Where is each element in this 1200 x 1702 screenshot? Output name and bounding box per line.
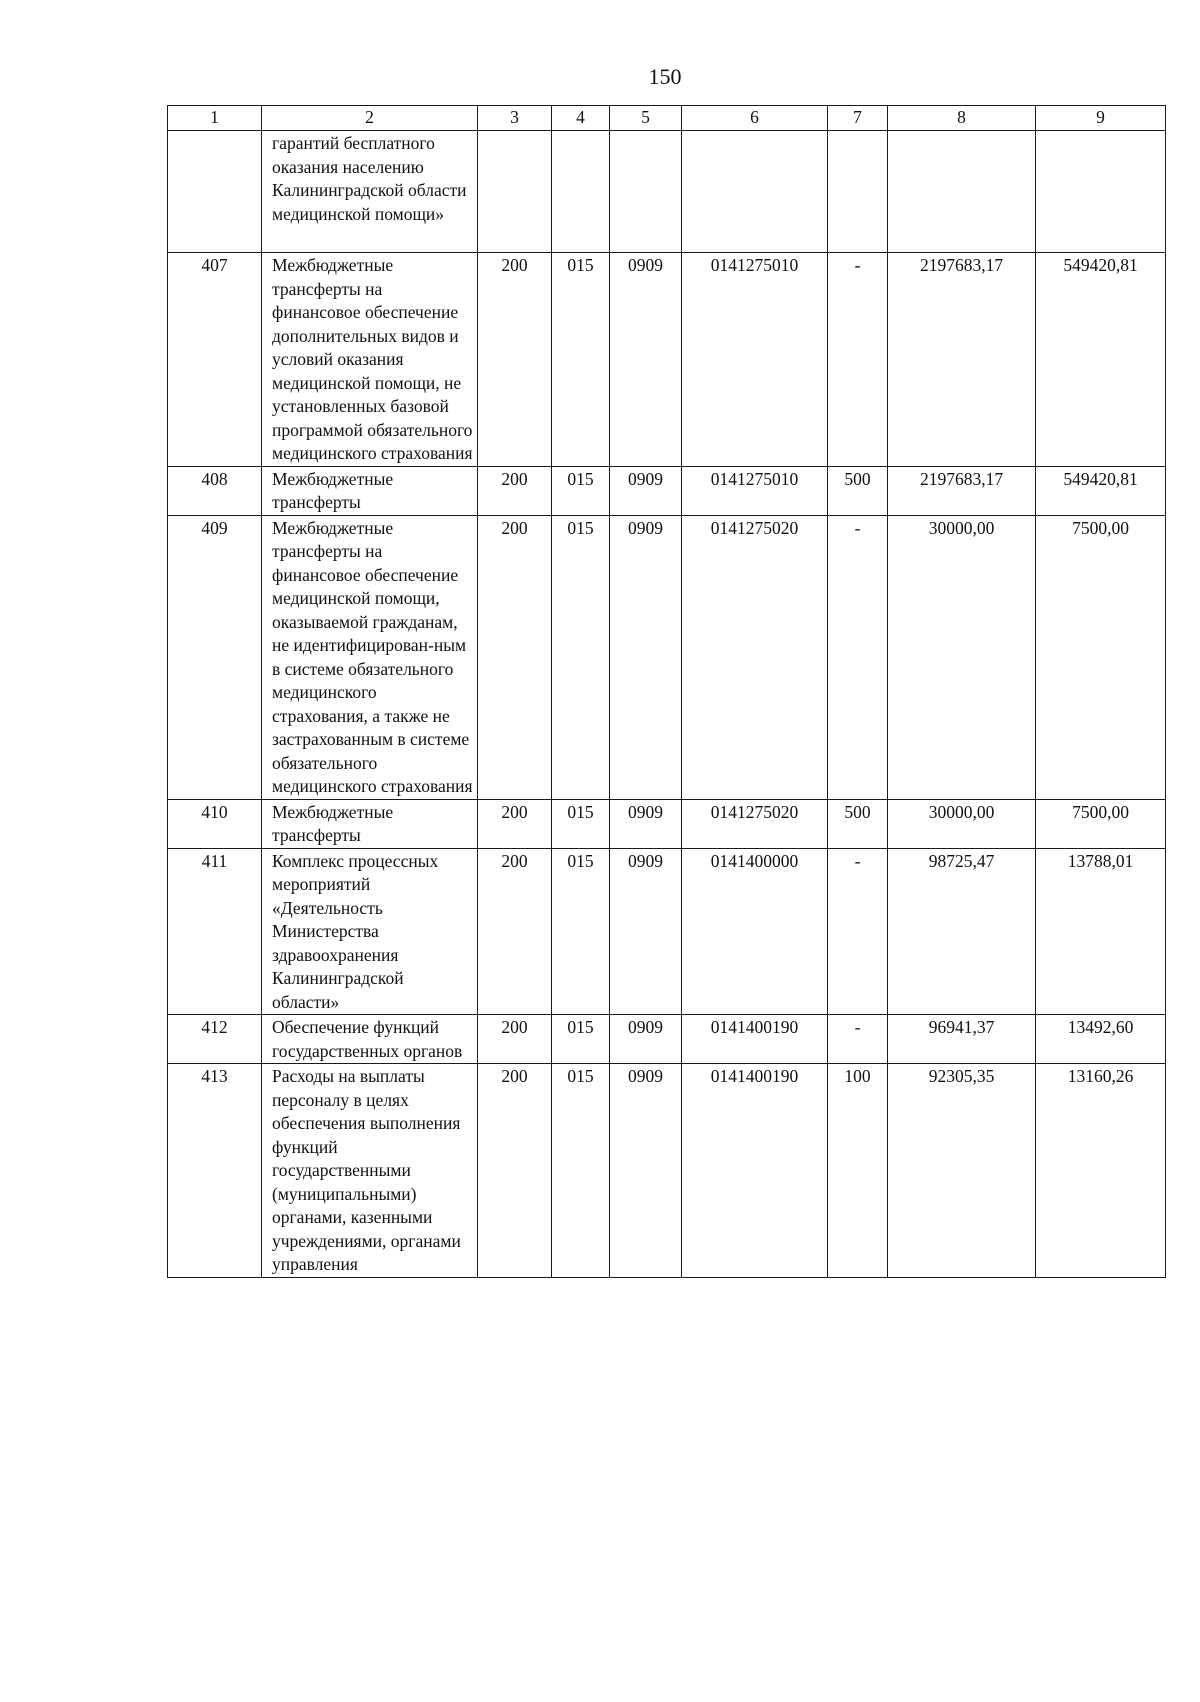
- row-name: Расходы на выплаты персоналу в целях обеспечения выполнения функций государственными (муниципальными) органами, казенными учреждениями, органами управления: [262, 1064, 478, 1278]
- cell-col8: 96941,37: [888, 1015, 1036, 1064]
- cell-col6: 0141275010: [682, 253, 828, 467]
- cell-col7: -: [828, 515, 888, 799]
- cell-col9: 7500,00: [1036, 515, 1166, 799]
- cell-col6: 0141400190: [682, 1064, 828, 1278]
- cell-col3: 200: [478, 1015, 552, 1064]
- cell-col4: 015: [552, 1015, 610, 1064]
- cell-col9: 13160,26: [1036, 1064, 1166, 1278]
- row-name: Межбюджетные трансферты: [262, 466, 478, 515]
- cell-col7: 500: [828, 799, 888, 848]
- cell-col4: 015: [552, 466, 610, 515]
- cell-col6: 0141400190: [682, 1015, 828, 1064]
- cell-col8: 92305,35: [888, 1064, 1036, 1278]
- column-header: 4: [552, 106, 610, 131]
- cell-col8: 2197683,17: [888, 466, 1036, 515]
- column-header: 3: [478, 106, 552, 131]
- row-number: 408: [168, 466, 262, 515]
- table-row-continuation: [168, 131, 1166, 253]
- row-name: Межбюджетные трансферты: [262, 799, 478, 848]
- cell-col5: 0909: [610, 466, 682, 515]
- cell-col6: 0141400000: [682, 848, 828, 1015]
- cell-col4: 015: [552, 253, 610, 467]
- column-header: 2: [262, 106, 478, 131]
- row-name: Комплекс процессных мероприятий «Деятельность Министерства здравоохранения Калининградской области»: [262, 848, 478, 1015]
- cell-col5: 0909: [610, 1064, 682, 1278]
- row-number: 407: [168, 253, 262, 467]
- row-number: 409: [168, 515, 262, 799]
- cell-col9: 13788,01: [1036, 848, 1166, 1015]
- cell-col3: 200: [478, 466, 552, 515]
- cell-col5: 0909: [610, 848, 682, 1015]
- cell-col4: 015: [552, 515, 610, 799]
- cell-col7: -: [828, 848, 888, 1015]
- cell-col9: 549420,81: [1036, 466, 1166, 515]
- cell-col8: 2197683,17: [888, 253, 1036, 467]
- page-number: 150: [648, 64, 682, 89]
- cell-col6: 0141275010: [682, 466, 828, 515]
- cell-col7: -: [828, 1015, 888, 1064]
- column-header: 7: [828, 106, 888, 131]
- cell-col7: 500: [828, 466, 888, 515]
- row-number: [168, 131, 262, 253]
- cell-col3: 200: [478, 848, 552, 1015]
- table-row: [168, 799, 1166, 848]
- cell-col7: 100: [828, 1064, 888, 1278]
- cell-col6: 0141275020: [682, 799, 828, 848]
- table-row: [168, 253, 1166, 467]
- cell-col8: 30000,00: [888, 515, 1036, 799]
- table-row: [168, 515, 1166, 799]
- column-header: 6: [682, 106, 828, 131]
- cell-col4: 015: [552, 799, 610, 848]
- cell-col9: 13492,60: [1036, 1015, 1166, 1064]
- table-row: [168, 848, 1166, 1015]
- row-number: 412: [168, 1015, 262, 1064]
- row-name: Межбюджетные трансферты на финансовое обеспечение медицинской помощи, оказываемой гражданам, не идентифицирован-ным в системе обязательного медицинского страхования, а также не застрахованным в системе обязательного медицинского страхования: [262, 515, 478, 799]
- cell-col3: 200: [478, 515, 552, 799]
- row-number: 411: [168, 848, 262, 1015]
- cell-col4: 015: [552, 848, 610, 1015]
- budget-table: [167, 105, 1166, 1278]
- cell-col9: 549420,81: [1036, 253, 1166, 467]
- column-header: 9: [1036, 106, 1166, 131]
- header-row: [168, 106, 1166, 131]
- row-name: гарантий бесплатного оказания населению Калининградской области медицинской помощи»: [262, 131, 478, 253]
- cell-col4: 015: [552, 1064, 610, 1278]
- row-name: Межбюджетные трансферты на финансовое обеспечение дополнительных видов и условий оказания медицинской помощи, не установленных базовой программой обязательного медицинского страхования: [262, 253, 478, 467]
- cell-col8: 98725,47: [888, 848, 1036, 1015]
- cell-col5: 0909: [610, 515, 682, 799]
- cell-col3: 200: [478, 799, 552, 848]
- row-number: 413: [168, 1064, 262, 1278]
- table-row: [168, 1015, 1166, 1064]
- cell-col8: 30000,00: [888, 799, 1036, 848]
- column-header: 5: [610, 106, 682, 131]
- cell-col9: 7500,00: [1036, 799, 1166, 848]
- cell-col5: 0909: [610, 253, 682, 467]
- cell-col3: 200: [478, 1064, 552, 1278]
- table-row: [168, 466, 1166, 515]
- cell-col7: -: [828, 253, 888, 467]
- table-row: [168, 1064, 1166, 1278]
- column-header: 1: [168, 106, 262, 131]
- row-number: 410: [168, 799, 262, 848]
- column-header: 8: [888, 106, 1036, 131]
- cell-col5: 0909: [610, 1015, 682, 1064]
- cell-col6: 0141275020: [682, 515, 828, 799]
- cell-col5: 0909: [610, 799, 682, 848]
- row-name: Обеспечение функций государственных органов: [262, 1015, 478, 1064]
- cell-col3: 200: [478, 253, 552, 467]
